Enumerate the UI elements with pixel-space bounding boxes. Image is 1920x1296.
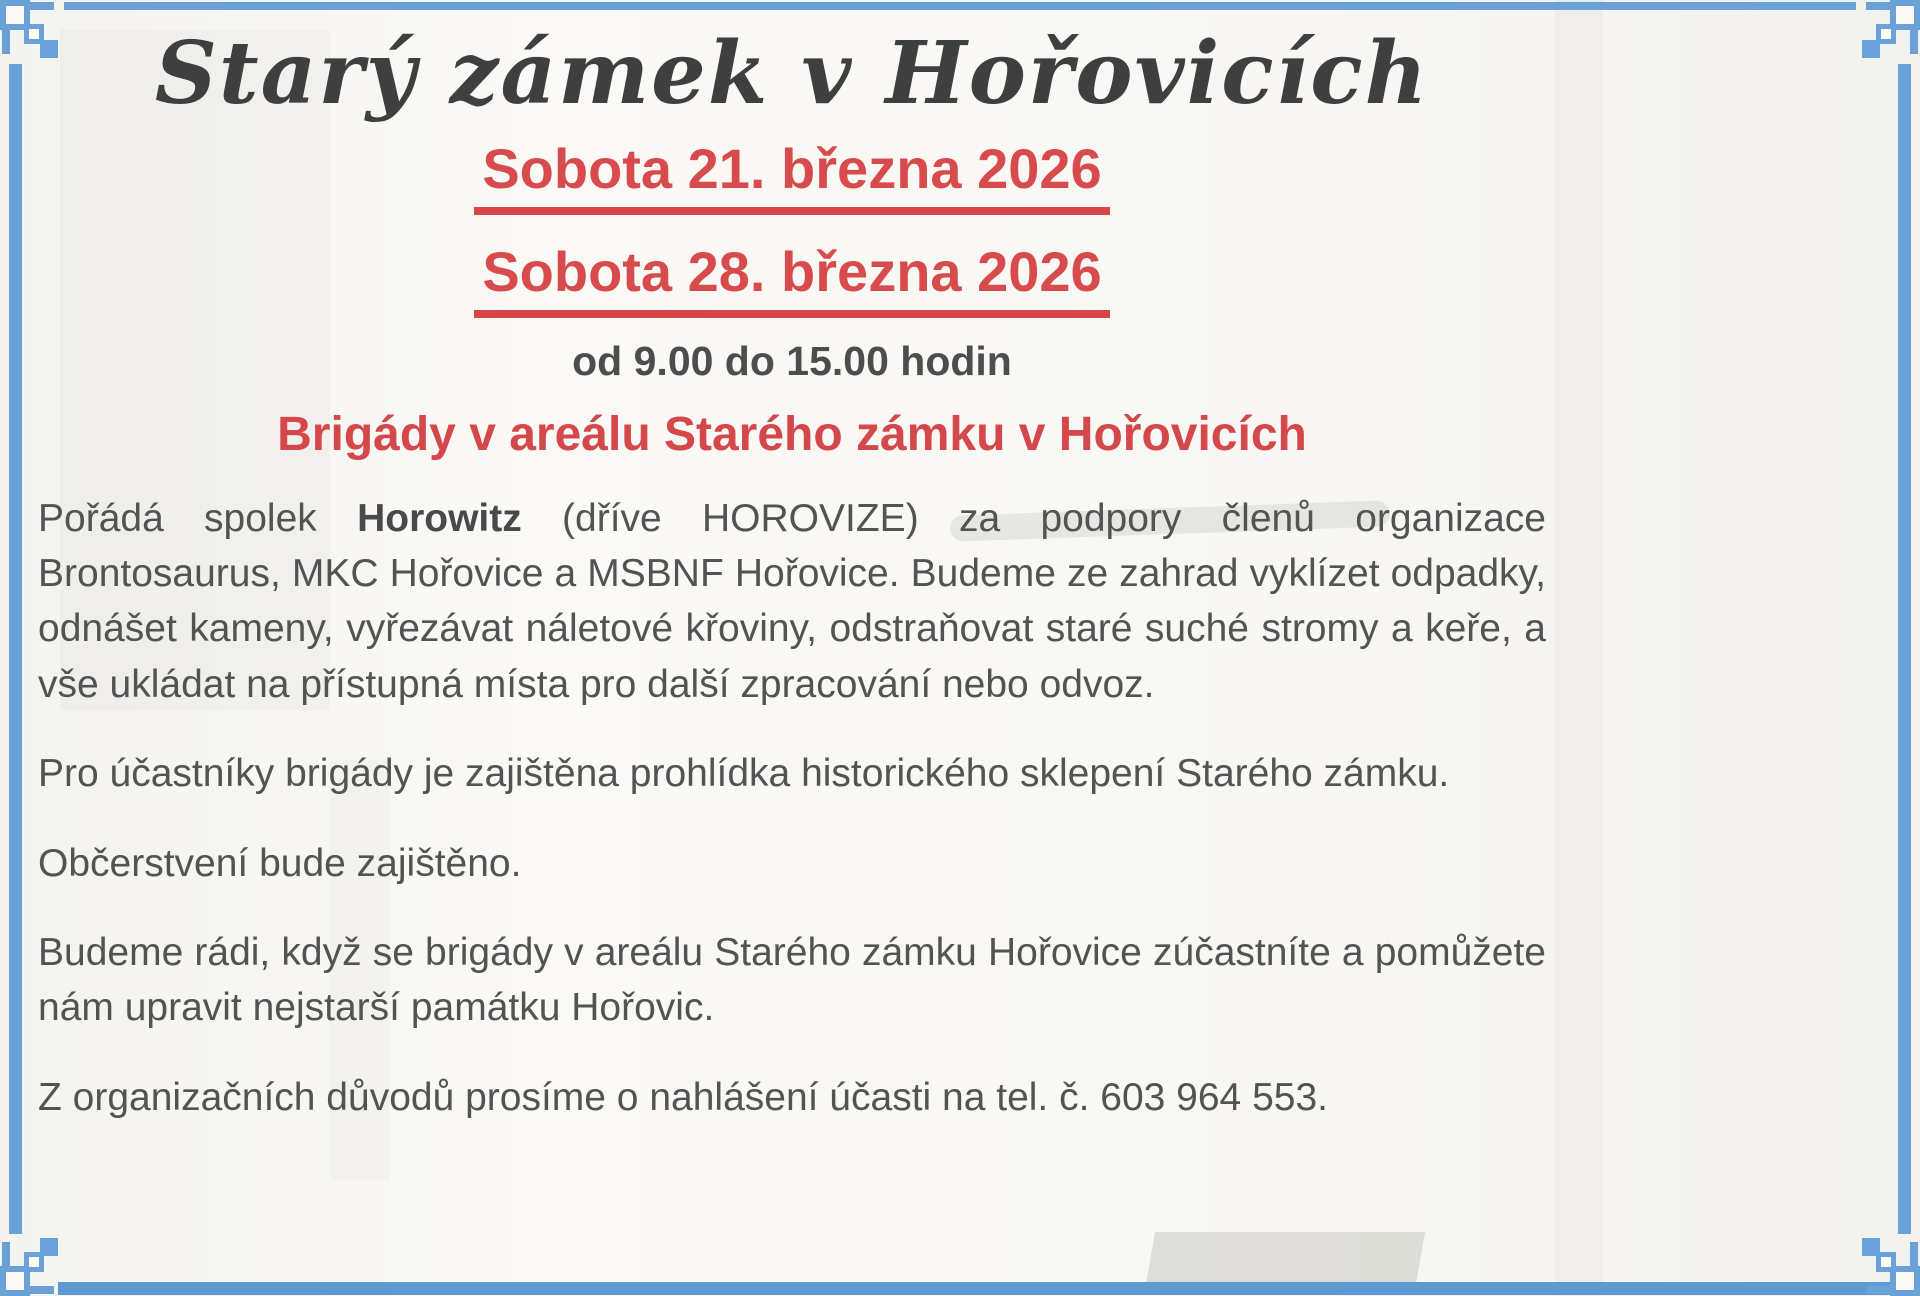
organizer-text-before: Pořádá spolek — [38, 496, 358, 540]
event-time: od 9.00 do 15.00 hodin — [572, 338, 1012, 385]
frame-corner-top-right — [1850, 0, 1920, 70]
paragraph-organizer — [38, 491, 1546, 713]
organizer-text-after: (dříve HOROVIZE) za podpory členů organizace Brontosaurus, MKC Hořovice a MSBNF Hořovice. Budeme ze zahrad vyklízet odpadky, odnášet kameny, vyřezávat náletové křoviny, odstraňovat staré suché stromy a keře, a vše ukládat na přístupná místa pro další zpracování nebo odvoz. — [38, 496, 1546, 706]
scan-artifact — [1555, 0, 1603, 1296]
event-date-2: Sobota 28. března 2026 — [474, 239, 1109, 318]
frame-left-border — [9, 64, 22, 1234]
poster-content — [38, 0, 1546, 1296]
paragraph-contact: Z organizačních důvodů prosíme o nahlášení účasti na tel. č. 603 964 553. — [38, 1075, 1328, 1119]
paragraph-invitation: Budeme rádi, když se brigády v areálu Starého zámku Hořovice zúčastníte a pomůžete nám upravit nejstarší památku Hořovic. — [38, 930, 1546, 1030]
frame-right-border — [1898, 64, 1911, 1234]
paragraph-tour: Pro účastníky brigády je zajištěna prohlídka historického sklepení Starého zámku. — [38, 752, 1450, 796]
organizer-name: Horowitz — [357, 496, 522, 540]
event-date-1: Sobota 21. března 2026 — [474, 136, 1109, 215]
event-subtitle: Brigády v areálu Starého zámku v Hořovicích — [277, 408, 1307, 462]
paragraph-refreshments: Občerstvení bude zajištěno. — [38, 841, 522, 885]
poster-title: Starý zámek v Hořovicích — [154, 23, 1430, 124]
frame-corner-bottom-right — [1850, 1226, 1920, 1296]
